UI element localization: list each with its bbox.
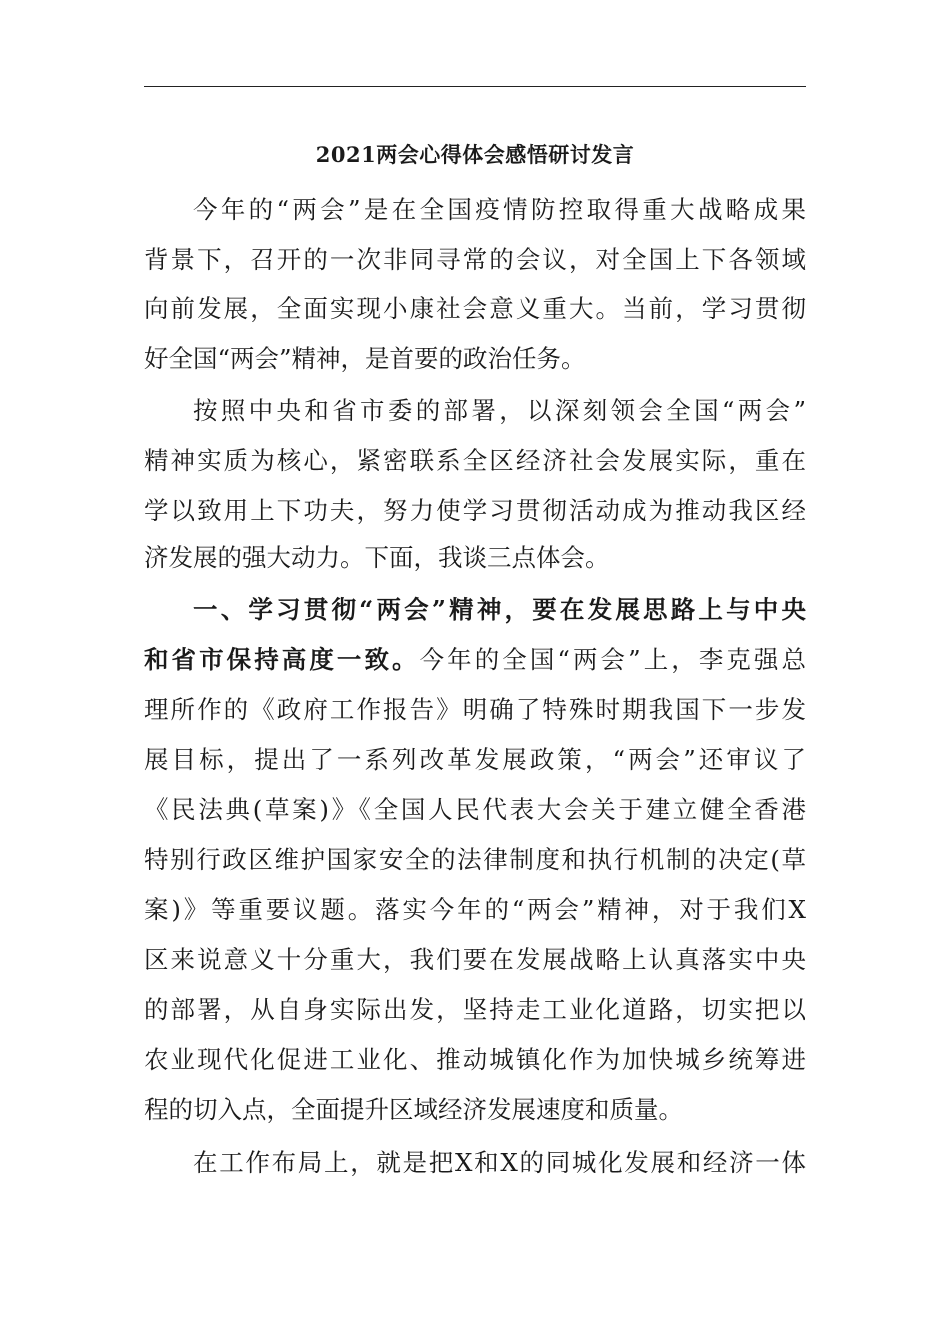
text-line: 农业现代化促进工业化、推动城镇化作为加快城乡统筹进 bbox=[144, 1045, 806, 1074]
text-line: 案)》等重要议题。落实今年的“两会”精神，对于我们X bbox=[144, 895, 806, 924]
text-line: 《民法典(草案)》《全国人民代表大会关于建立健全香港 bbox=[144, 795, 806, 824]
text-line: 今年的“两会”是在全国疫情防控取得重大战略成果 bbox=[193, 195, 806, 224]
text-span: 今年的全国“两会”上，李克强总 bbox=[419, 645, 806, 674]
text-line: 程的切入点，全面提升区域经济发展速度和质量。 bbox=[144, 1095, 683, 1124]
text-line: 向前发展，全面实现小康社会意义重大。当前，学习贯彻 bbox=[144, 294, 806, 323]
document-title: 2021两会心得体会感悟研讨发言 bbox=[315, 142, 635, 167]
text-line: 理所作的《政府工作报告》明确了特殊时期我国下一步发 bbox=[144, 695, 806, 724]
section-heading-text: 一、学习贯彻“两会”精神，要在发展思路上与中央 bbox=[193, 595, 806, 624]
text-line: 在工作布局上，就是把X和X的同城化发展和经济一体 bbox=[193, 1148, 806, 1177]
text-line: 济发展的强大动力。下面，我谈三点体会。 bbox=[144, 543, 610, 572]
text-line: 展目标，提出了一系列改革发展政策，“两会”还审议了 bbox=[144, 745, 806, 774]
header-rule bbox=[144, 86, 806, 87]
text-line: 精神实质为核心，紧密联系全区经济社会发展实际，重在 bbox=[144, 446, 806, 475]
text-line: 的部署，从自身实际出发，坚持走工业化道路，切实把以 bbox=[144, 995, 806, 1024]
text-line: 特别行政区维护国家安全的法律制度和执行机制的决定(草 bbox=[144, 845, 806, 874]
text-line bbox=[144, 635, 806, 685]
section-heading-text: 和省市保持高度一致。 bbox=[144, 645, 420, 674]
text-line: 学以致用上下功夫，努力使学习贯彻活动成为推动我区经 bbox=[144, 496, 806, 525]
text-line: 区来说意义十分重大，我们要在发展战略上认真落实中央 bbox=[144, 945, 806, 974]
text-line: 好全国“两会”精神，是首要的政治任务。 bbox=[144, 344, 586, 373]
text-line: 背景下，召开的一次非同寻常的会议，对全国上下各领域 bbox=[144, 245, 806, 274]
section-heading-line bbox=[193, 585, 806, 635]
text-line: 按照中央和省市委的部署，以深刻领会全国“两会” bbox=[193, 396, 806, 425]
